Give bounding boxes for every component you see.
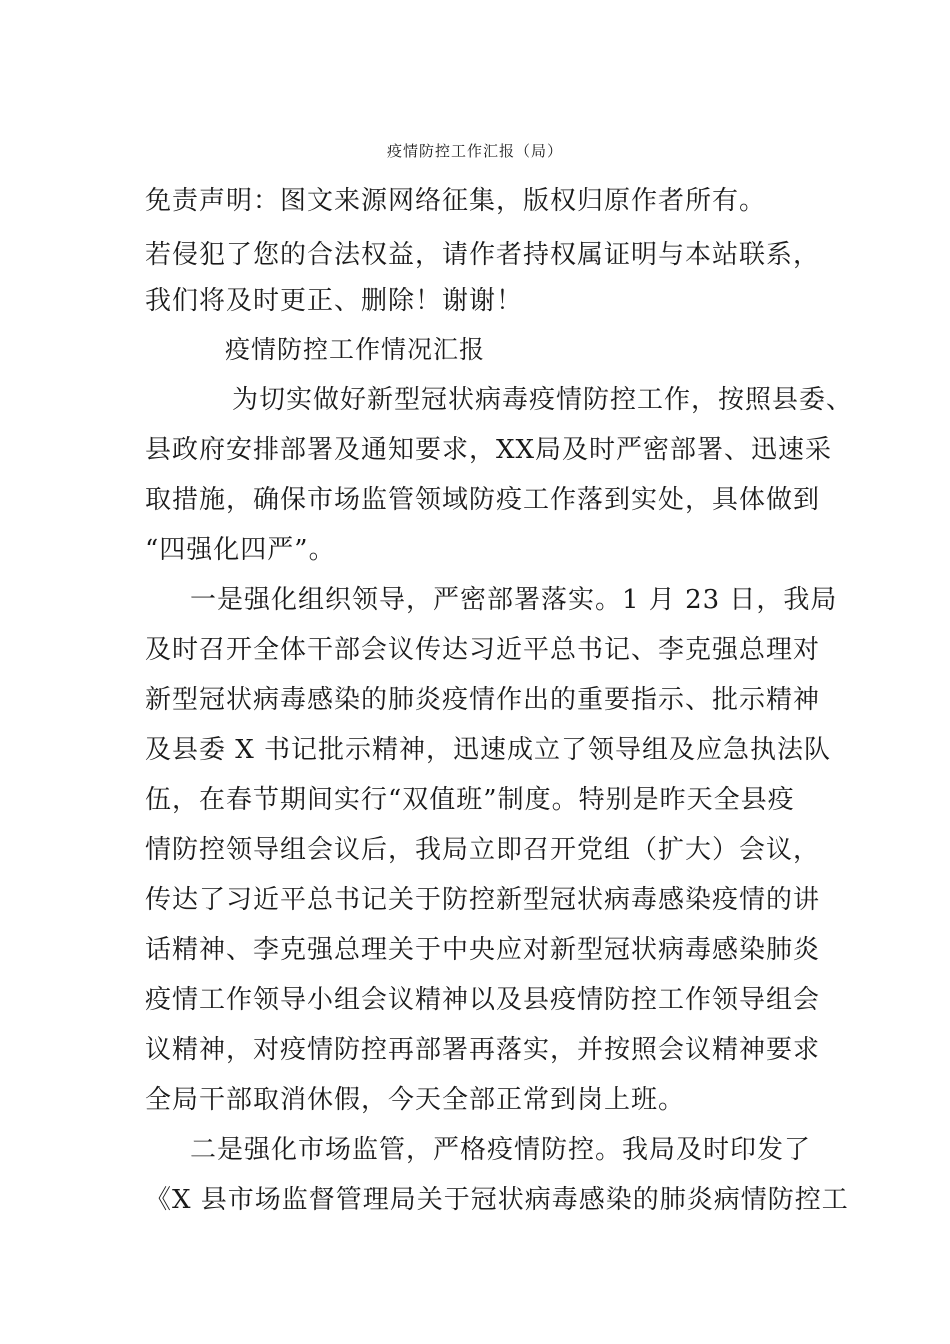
section1-line-5: 伍，在春节期间实行“双值班”制度。特别是昨天全县疫 xyxy=(145,785,795,815)
section1-line-2: 及时召开全体干部会议传达习近平总书记、李克强总理对 xyxy=(145,635,821,665)
section2-line-1: 二是强化市场监管，严格疫情防控。我局及时印发了 xyxy=(190,1135,812,1165)
intro-line-1: 为切实做好新型冠状病毒疫情防控工作，按照县委、 xyxy=(232,385,854,415)
intro-line-2: 县政府安排部署及通知要求，XX局及时严密部署、迅速采 xyxy=(145,435,833,465)
section1-line-1: 一是强化组织领导，严密部署落实。1 月 23 日，我局 xyxy=(190,585,838,615)
intro-line-3: 取措施，确保市场监管领域防疫工作落到实处，具体做到 xyxy=(145,485,821,515)
disclaimer-line-3: 我们将及时更正、删除！谢谢！ xyxy=(145,286,524,316)
disclaimer-line-2: 若侵犯了您的合法权益，请作者持权属证明与本站联系， xyxy=(145,240,821,270)
section1-line-9: 疫情工作领导小组会议精神以及县疫情防控工作领导组会 xyxy=(145,985,821,1015)
disclaimer-line-1: 免责声明：图文来源网络征集，版权归原作者所有。 xyxy=(145,186,767,216)
section1-line-6: 情防控领导组会议后，我局立即召开党组（扩大）会议， xyxy=(145,835,821,865)
intro-line-4: “四强化四严”。 xyxy=(145,535,336,565)
section1-line-4: 及县委 X 书记批示精神，迅速成立了领导组及应急执法队 xyxy=(145,735,832,765)
section1-line-3: 新型冠状病毒感染的肺炎疫情作出的重要指示、批示精神 xyxy=(145,685,821,715)
document-title: 疫情防控工作汇报（局） xyxy=(386,142,563,160)
section2-line-2: 《X 县市场监督管理局关于冠状病毒感染的肺炎病情防控工 xyxy=(145,1185,849,1215)
section1-line-7: 传达了习近平总书记关于防控新型冠状病毒感染疫情的讲 xyxy=(145,885,821,915)
section1-line-11: 全局干部取消休假，今天全部正常到岗上班。 xyxy=(145,1085,686,1115)
section1-line-8: 话精神、李克强总理关于中央应对新型冠状病毒感染肺炎 xyxy=(145,935,821,965)
section1-line-10: 议精神，对疫情防控再部署再落实，并按照会议精神要求 xyxy=(145,1035,821,1065)
document-subtitle: 疫情防控工作情况汇报 xyxy=(225,335,486,364)
